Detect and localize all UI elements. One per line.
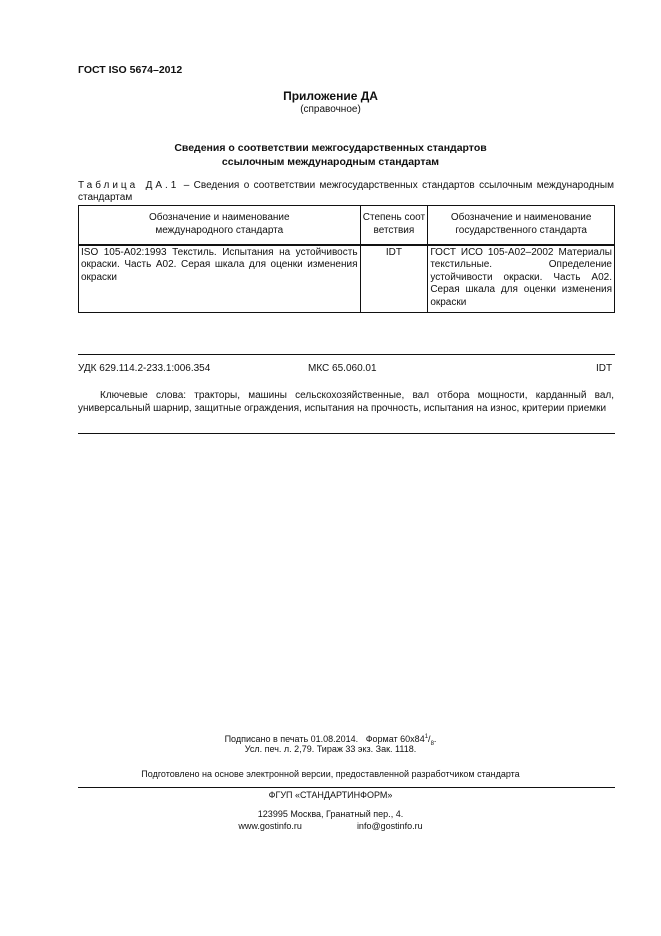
document-header: ГОСТ ISO 5674–2012 bbox=[78, 64, 183, 76]
appendix-title: Приложение ДА bbox=[283, 89, 378, 103]
table-header-row bbox=[79, 206, 615, 245]
imprint-prepared: Подготовлено на основе электронной версии, предоставленной разработчиком стандарта bbox=[141, 769, 520, 779]
imprint-contacts bbox=[0, 820, 661, 832]
section-title bbox=[0, 141, 661, 169]
cell-degree: IDT bbox=[360, 245, 428, 313]
format-numerator: 1 bbox=[424, 734, 429, 740]
udk-code: УДК 629.114.2-233.1:006.354 bbox=[78, 363, 211, 374]
table-caption-label: Таблица ДА.1 bbox=[78, 180, 180, 191]
divider-top bbox=[78, 354, 615, 355]
imprint-signed-line: Подписано в печать 01.08.2014. Формат $60x84^1/_8$. bbox=[224, 734, 437, 747]
imprint-email[interactable]: info@gostinfo.ru bbox=[356, 821, 423, 831]
imprint-line2: Усл. печ. л. 2,79. Тираж 33 экз. Зак. 1118. bbox=[244, 744, 417, 754]
degree-code: IDT bbox=[596, 363, 613, 374]
keywords: Ключевые слова: тракторы, машины сельскохозяйственные, вал отбора мощности, карданный вал, универсальный шарнир, защитные ограждения, испытания на прочность, испытания на износ, критерии приемки bbox=[78, 390, 614, 414]
header-national: Обозначение и наименование государственного стандарта bbox=[428, 206, 615, 245]
correspondence-table bbox=[78, 205, 615, 313]
appendix-subtitle: (справочное) bbox=[300, 104, 361, 115]
header-international: Обозначение и наименование международного стандарта bbox=[79, 206, 361, 245]
header-degree: Степень соответствия bbox=[360, 206, 428, 245]
cell-international: ISO 105-A02:1993 Текстиль. Испытания на устойчивость окраски. Часть А02. Серая шкала для оценки изменения окраски bbox=[79, 245, 361, 313]
imprint-publisher: ФГУП «СТАНДАРТИНФОРМ» bbox=[268, 790, 393, 800]
section-title-line1: Сведения о соответствии межгосударственных стандартов bbox=[174, 142, 487, 154]
imprint-format: Формат 60x84 bbox=[365, 734, 425, 744]
table-row bbox=[79, 245, 615, 313]
section-title-line2: ссылочным международным стандартам bbox=[221, 156, 440, 168]
imprint-address: 123995 Москва, Гранатный пер., 4. bbox=[257, 809, 404, 819]
table-caption bbox=[78, 180, 614, 204]
imprint-website[interactable]: www.gostinfo.ru bbox=[238, 821, 302, 831]
mks-code: МКС 65.060.01 bbox=[308, 363, 377, 374]
imprint-signed: Подписано в печать 01.08.2014. bbox=[224, 734, 359, 744]
imprint-divider bbox=[78, 787, 615, 788]
cell-national: ГОСТ ИСО 105-А02–2002 Материалы текстильные. Определение устойчивости окраски. Часть А02. Серая шкала для оценки изменения окраски bbox=[428, 245, 615, 313]
divider-bottom bbox=[78, 433, 615, 434]
table-caption-text: – Сведения о соответствии межгосударственных стандартов ссылочным международным стандартам bbox=[78, 180, 614, 203]
format-denominator: 8 bbox=[430, 740, 434, 747]
